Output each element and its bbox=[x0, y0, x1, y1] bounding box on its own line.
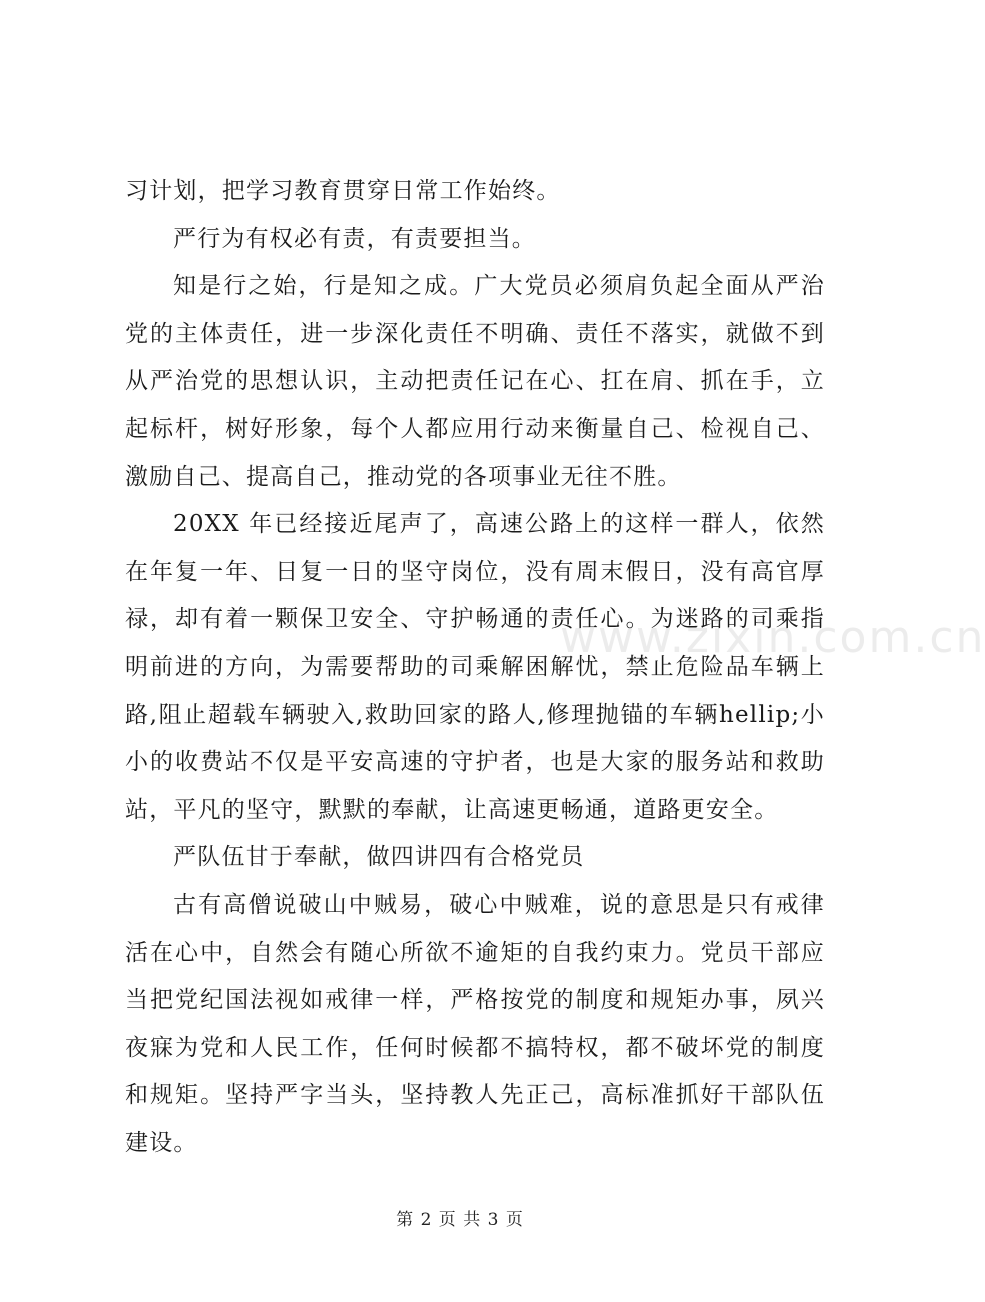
page-footer: 第 2 页 共 3 页 bbox=[396, 1210, 524, 1230]
paragraph-1: 习计划，把学习教育贯穿日常工作始终。 bbox=[125, 178, 561, 204]
document-body bbox=[125, 168, 825, 1167]
paragraph-5: 严队伍甘于奉献，做四讲四有合格党员 bbox=[173, 844, 585, 871]
paragraph-6: 古有高僧说破山中贼易，破心中贼难，说的意思是只有戒律活在心中，自然会有随心所欲不逾矩的自我约束力。党员干部应当把党纪国法视如戒律一样，严格按党的制度和规矩办事，夙兴夜寐为党和人民工作，任何时候都不搞特权，都不破坏党的制度和规矩。坚持严字当头，坚持教人先正己，高标准抓好干部队伍建设。 bbox=[125, 891, 825, 1156]
paragraph-4: 20XX 年已经接近尾声了，高速公路上的这样一群人，依然在年复一年、日复一日的坚守岗位，没有周末假日，没有高官厚禄，却有着一颗保卫安全、守护畅通的责任心。为迷路的司乘指明前进的方向，为需要帮助的司乘解困解忧，禁止危险品车辆上路,阻止超载车辆驶入,救助回家的路人,修理抛锚的车辆hellip;小小的收费站不仅是平安高速的守护者，也是大家的服务站和救助站，平凡的坚守，默默的奉献，让高速更畅通，道路更安全。 bbox=[125, 511, 825, 823]
watermark: www.zixin.com.cn bbox=[560, 612, 985, 663]
paragraph-3: 知是行之始，行是知之成。广大党员必须肩负起全面从严治党的主体责任，进一步深化责任不明确、责任不落实，就做不到从严治党的思想认识，主动把责任记在心、扛在肩、抓在手，立起标杆，树好形象，每个人都应用行动来衡量自己、检视自己、激励自己、提高自己，推动党的各项事业无往不胜。 bbox=[125, 273, 825, 490]
paragraph-2: 严行为有权必有责，有责要担当。 bbox=[173, 225, 536, 252]
